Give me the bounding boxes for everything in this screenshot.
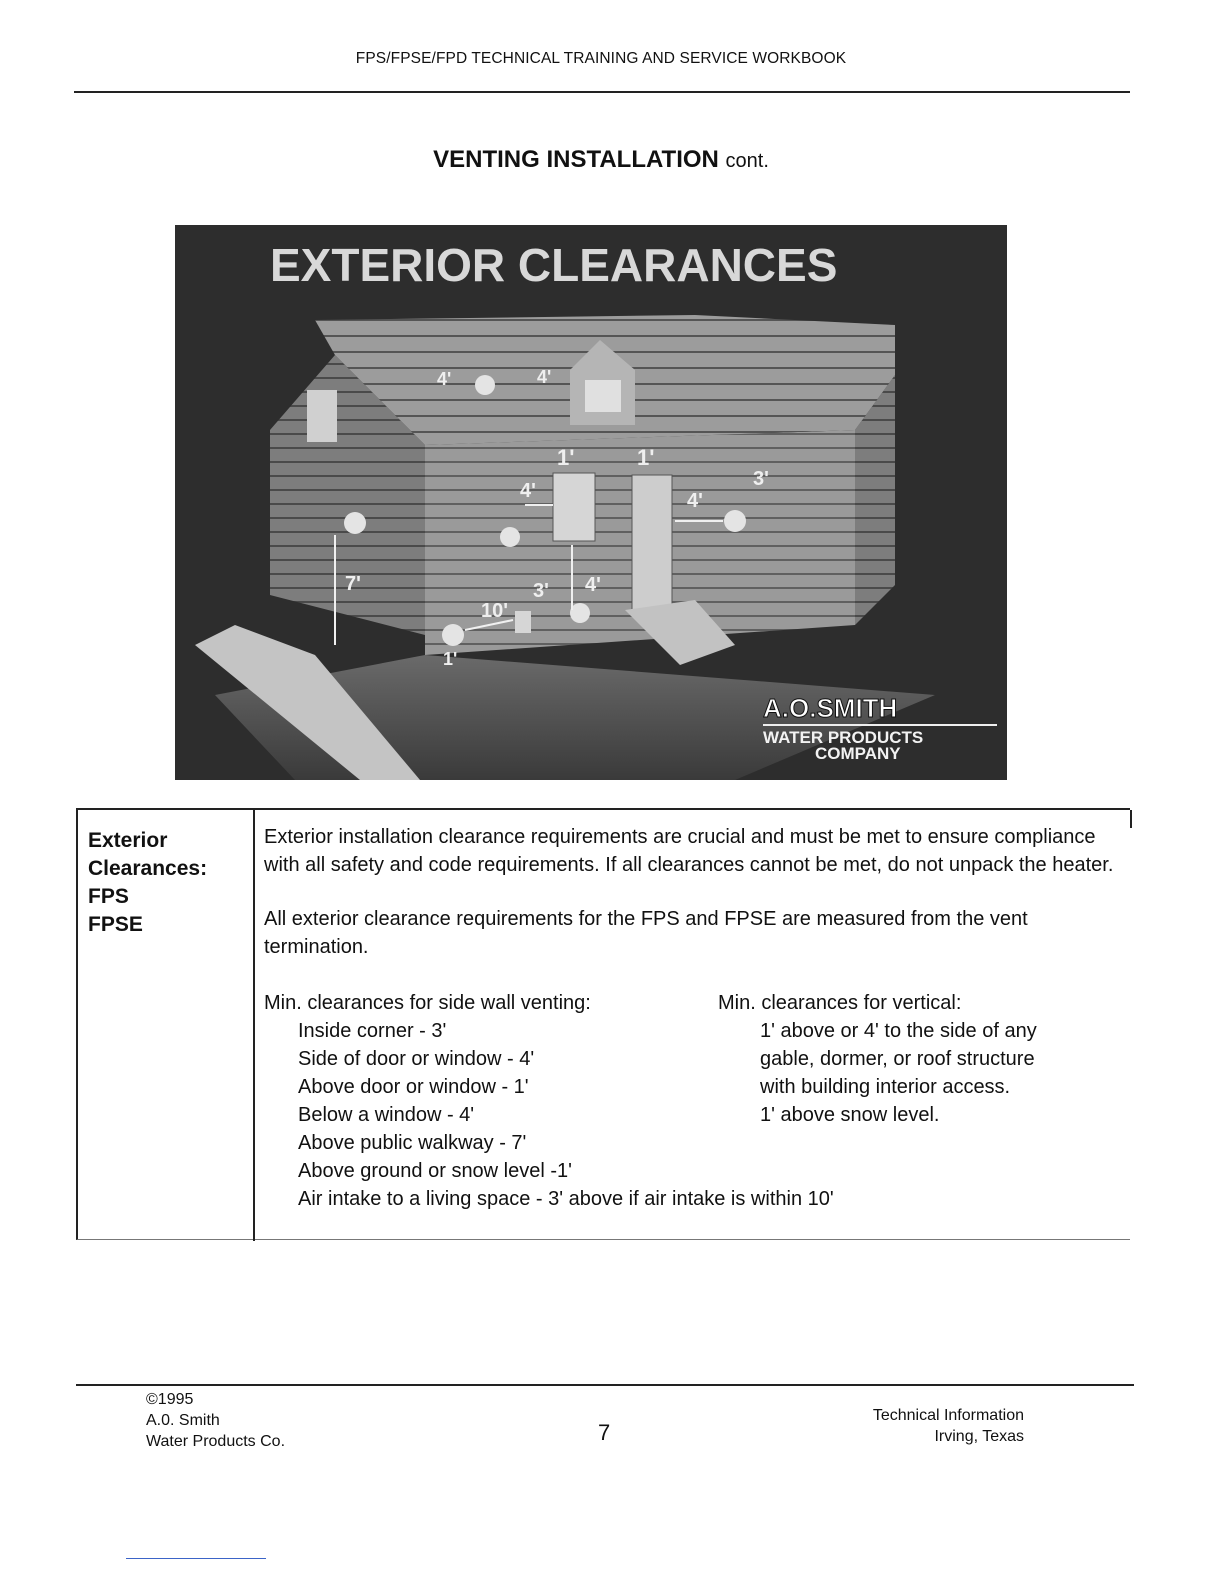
label-above-window: 1'	[557, 445, 575, 470]
list-item: Air intake to a living space - 3' above if air intake is within 10'	[298, 1188, 834, 1210]
list-item: Inside corner - 3'	[298, 1020, 447, 1042]
running-header: FPS/FPSE/FPD TECHNICAL TRAINING AND SERVICE WORKBOOK	[355, 50, 847, 67]
label-roof-left-2: 4'	[537, 367, 552, 387]
air-intake-icon	[515, 611, 531, 633]
heading-line: FPSE	[88, 913, 143, 936]
table-row-content	[264, 823, 1124, 1219]
vertical-list	[718, 989, 1037, 1129]
page-number: 7	[598, 1420, 611, 1445]
label-ground: 1'	[443, 649, 458, 669]
heading-line: FPS	[88, 885, 129, 908]
logo-name: A.O.SMITH	[763, 693, 898, 723]
footer-line: ©1995	[146, 1391, 194, 1408]
bottom-mark	[126, 1558, 266, 1559]
door-icon	[632, 475, 672, 610]
vent-termination-window-icon	[500, 527, 520, 547]
gable-vent-icon	[307, 390, 337, 442]
label-inside-corner: 3'	[753, 468, 769, 490]
list-item: Side of door or window - 4'	[298, 1048, 535, 1070]
vent-termination-corner-icon	[724, 510, 746, 532]
footer-copyright	[146, 1389, 285, 1452]
clearance-lists	[264, 989, 1124, 1219]
clearances-table	[76, 808, 1130, 1240]
figure-title: EXTERIOR CLEARANCES	[270, 239, 838, 291]
list-item: Below a window - 4'	[298, 1104, 475, 1126]
label-below-window-4: 4'	[585, 574, 601, 596]
label-roof-left-1: 4'	[437, 369, 452, 389]
exterior-clearances-illustration	[175, 225, 1007, 780]
column-divider	[253, 810, 255, 1241]
list-item: 1' above snow level.	[760, 1104, 940, 1126]
list-item: 1' above or 4' to the side of any	[760, 1020, 1037, 1042]
paragraph-measurement: All exterior clearance requirements for the FPS and FPSE are measured from the vent termination.	[264, 908, 1028, 958]
label-below-window-3: 3'	[533, 580, 549, 602]
dormer-window-icon	[585, 380, 621, 412]
logo-line2: COMPANY	[815, 744, 901, 763]
list-item: Above public walkway - 7'	[298, 1132, 527, 1154]
list-item: gable, dormer, or roof structure	[760, 1048, 1035, 1070]
label-air-intake-10: 10'	[481, 600, 509, 622]
vent-termination-ground-icon	[442, 624, 464, 646]
table-row-heading	[88, 827, 207, 939]
vertical-heading: Min. clearances for vertical:	[718, 992, 962, 1014]
window-icon	[553, 473, 595, 541]
section-title-suffix: cont.	[725, 150, 769, 172]
label-walkway: 7'	[345, 573, 361, 595]
list-item: with building interior access.	[760, 1076, 1011, 1098]
footer-location	[873, 1405, 1024, 1447]
side-wall-heading: Min. clearances for side wall venting:	[264, 992, 591, 1014]
footer-line: Irving, Texas	[934, 1428, 1024, 1445]
label-above-door: 1'	[637, 445, 655, 470]
logo-line1: WATER PRODUCTS	[763, 728, 924, 747]
vent-termination-roof-icon	[475, 375, 495, 395]
footer-line: Technical Information	[872, 1407, 1024, 1424]
label-side-window: 4'	[520, 480, 536, 502]
section-title	[0, 146, 1202, 174]
header-rule	[74, 91, 1130, 93]
list-item: Above ground or snow level -1'	[298, 1160, 572, 1182]
list-item: Above door or window - 1'	[298, 1076, 529, 1098]
footer-rule	[76, 1384, 1134, 1386]
section-title-main: VENTING INSTALLATION	[433, 146, 719, 173]
paragraph-requirements: Exterior installation clearance requirements are crucial and must be met to ensure compliance with all safety and code requirements. If all clearances cannot be met, do not unpack the heater.	[264, 826, 1114, 876]
label-side-door: 4'	[687, 490, 703, 512]
footer-line: Water Products Co.	[146, 1433, 286, 1450]
heading-line: Clearances:	[88, 857, 208, 880]
vent-termination-side-icon	[344, 512, 366, 534]
heading-line: Exterior	[88, 829, 168, 852]
footer-line: A.0. Smith	[146, 1412, 220, 1429]
